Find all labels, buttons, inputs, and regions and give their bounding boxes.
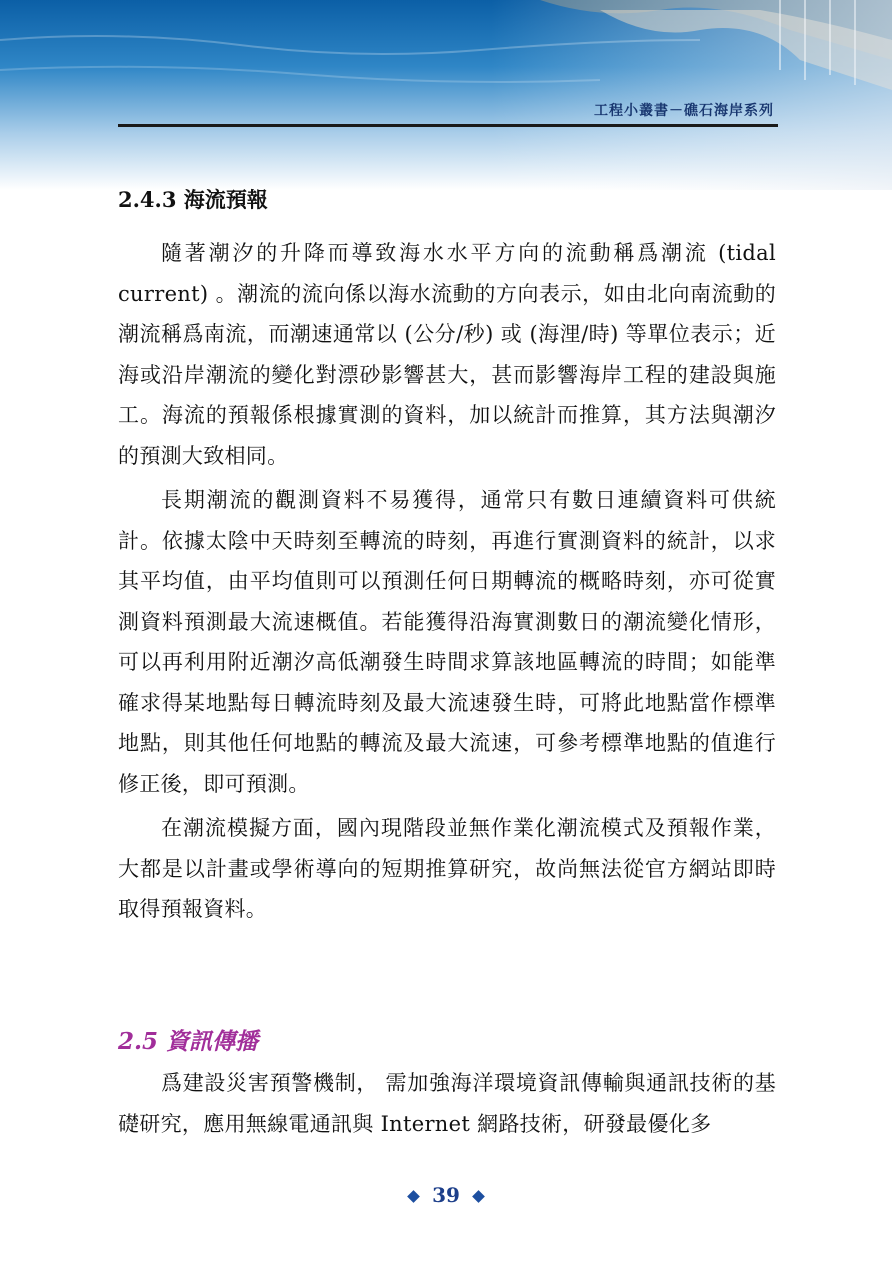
- paragraph: 爲建設災害預警機制， 需加強海洋環境資訊傳輸與通訊技術的基礎研究，應用無線電通訊與 Internet 網路技術，研發最優化多: [118, 1071, 776, 1136]
- ocean-banner-image: [0, 0, 892, 190]
- header-series-title: 工程小叢書－礁石海岸系列: [594, 103, 774, 119]
- page-number: 39: [432, 1183, 460, 1207]
- section-2-4-3: [118, 185, 776, 930]
- page-footer: [0, 1183, 892, 1207]
- paragraph: 在潮流模擬方面，國內現階段並無作業化潮流模式及預報作業，大都是以計畫或學術導向的短期推算研究，故尚無法從官方網站即時取得預報資料。: [118, 816, 776, 921]
- section-2-5: [118, 1063, 776, 1144]
- diamond-icon: [472, 1190, 485, 1203]
- header-divider: [118, 124, 778, 127]
- paragraph: 長期潮流的觀測資料不易獲得，通常只有數日連續資料可供統計。依據太陰中天時刻至轉流的時刻，再進行實測資料的統計，以求其平均值，由平均值則可以預測任何日期轉流的概略時刻，亦可從實測資料預測最大流速概值。若能獲得沿海實測數日的潮流變化情形，可以再利用附近潮汐高低潮發生時間求算該地區轉流的時間；如能準確求得某地點每日轉流時刻及最大流速發生時，可將此地點當作標準地點，則其他任何地點的轉流及最大流速，可參考標準地點的值進行修正後，即可預測。: [118, 488, 776, 796]
- section-heading: 2.4.3 海流預報: [118, 187, 268, 212]
- paragraph: 隨著潮汐的升降而導致海水水平方向的流動稱爲潮流 (tidal current) 。潮流的流向係以海水流動的方向表示，如由北向南流動的潮流稱爲南流，而潮速通常以 (公分/秒) 或 (海浬/時) 等單位表示；近海或沿岸潮流的變化對漂砂影響甚大，甚而影響海岸工程的建設與施工。海流的預報係根據實測的資料，加以統計而推算，其方法與潮汐的預測大致相同。: [118, 241, 776, 468]
- section-heading-2-5: 2.5 資訊傳播: [118, 1028, 259, 1055]
- diamond-icon: [407, 1190, 420, 1203]
